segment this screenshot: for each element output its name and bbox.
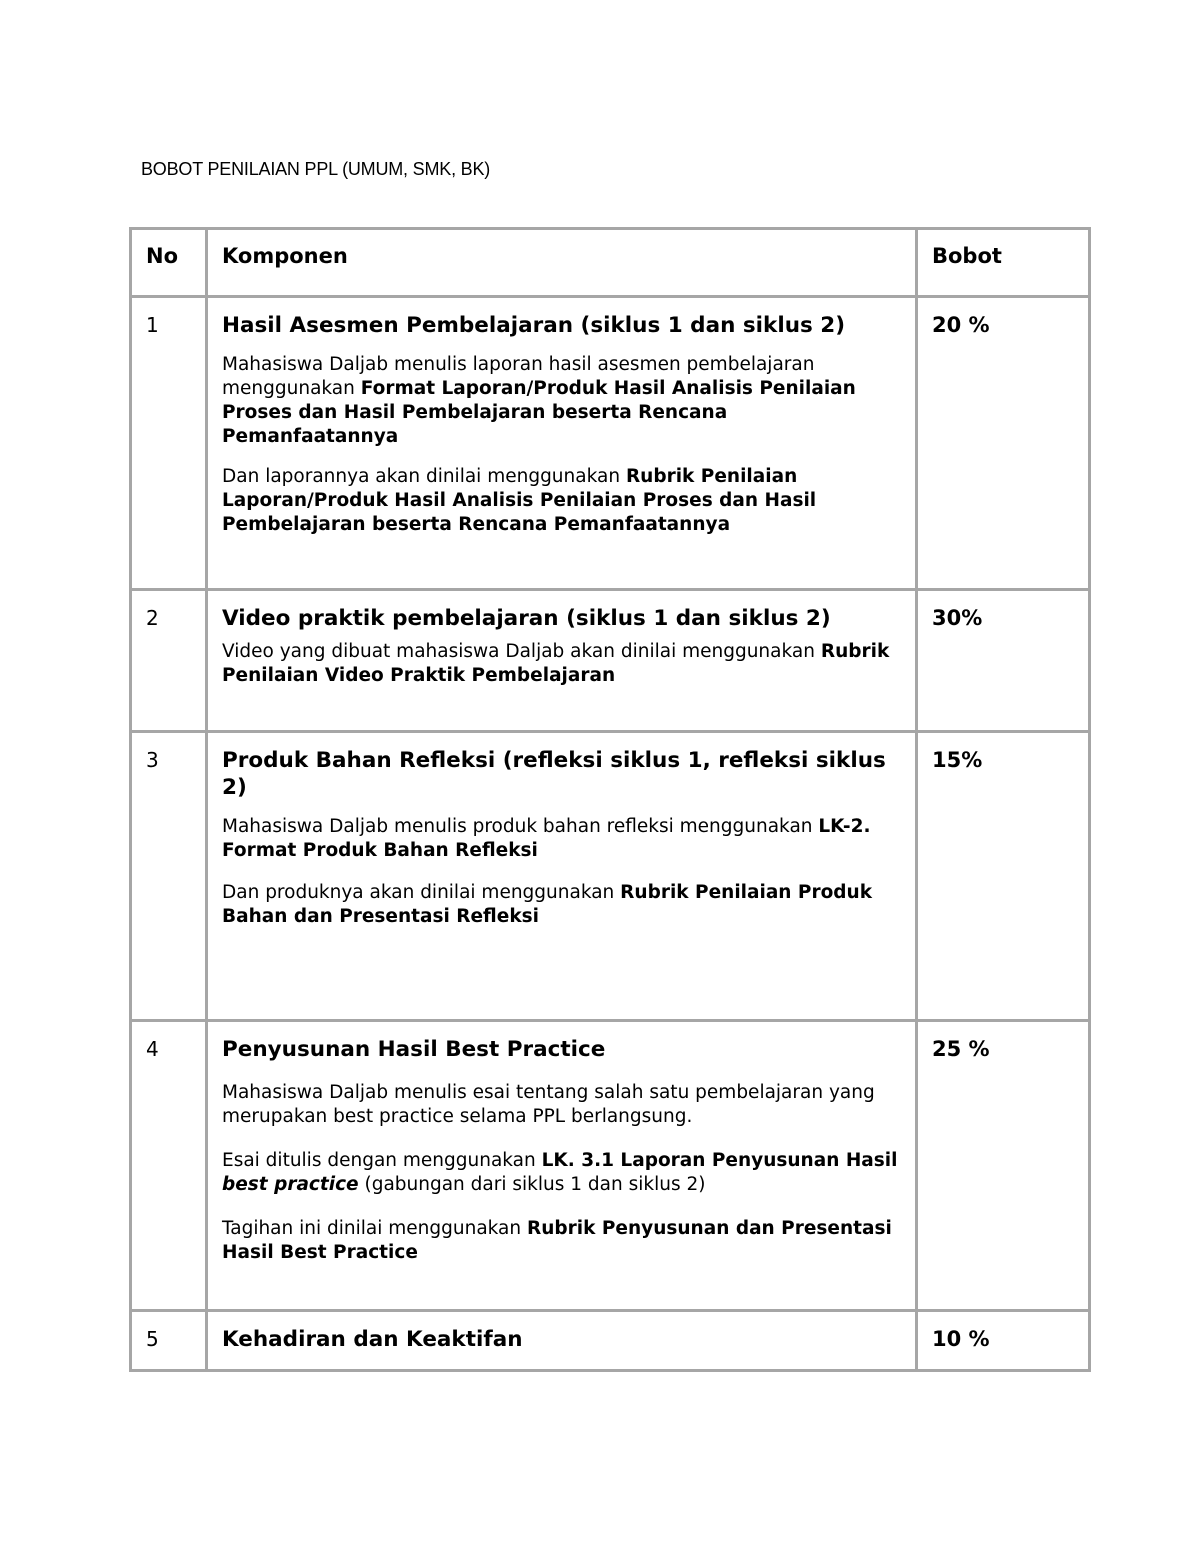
row-komponen-cell — [207, 1311, 917, 1371]
header-bobot-cell — [917, 229, 1090, 297]
component-description — [222, 1217, 901, 1265]
description-bold-text: Format Laporan/Produk Hasil Analisis Penilaian Proses dan Hasil Pembelajaran beserta Rencana Pemanfaatannya — [222, 378, 856, 447]
description-text: Video yang dibuat mahasiswa Daljab akan dinilai menggunakan — [222, 641, 821, 662]
description-text: (gabungan dari siklus 1 dan siklus 2) — [358, 1174, 706, 1195]
row-komponen-cell — [207, 297, 917, 590]
description-bold-italic-text: best practice — [222, 1174, 359, 1195]
row-bobot-cell — [917, 1311, 1090, 1371]
description-text: Mahasiswa Daljab menulis esai tentang salah satu pembelajaran yang merupakan best practice selama PPL berlangsung. — [222, 1082, 875, 1127]
description-bold-text: LK. 3.1 Laporan Penyusunan Hasil — [541, 1150, 898, 1171]
table-row — [131, 1021, 1090, 1311]
table-row — [131, 590, 1090, 732]
component-description — [222, 1081, 901, 1129]
row-number: 4 — [146, 1037, 159, 1061]
weights-table — [129, 227, 1091, 1372]
component-description — [222, 640, 901, 688]
description-text: Dan produknya akan dinilai menggunakan — [222, 882, 621, 903]
row-bobot-cell — [917, 590, 1090, 732]
row-bobot-cell — [917, 732, 1090, 1021]
row-bobot-cell — [917, 297, 1090, 590]
header-no: No — [146, 244, 179, 268]
row-number: 3 — [146, 748, 159, 772]
row-no-cell — [131, 732, 207, 1021]
header-komponen: Komponen — [222, 244, 348, 268]
description-bold-text: Rubrik Penilaian Produk Bahan dan Presentasi Refleksi — [222, 882, 873, 927]
component-description — [222, 815, 901, 863]
component-description — [222, 465, 901, 537]
component-description — [222, 1149, 901, 1197]
weight-value: 20 % — [932, 313, 990, 337]
document-title: BOBOT PENILAIAN PPL (UMUM, SMK, BK) — [141, 159, 491, 179]
component-title: Kehadiran dan Keaktifan — [222, 1327, 523, 1352]
header-bobot: Bobot — [932, 244, 1002, 268]
component-description — [222, 881, 901, 929]
description-text: Mahasiswa Daljab menulis produk bahan refleksi menggunakan — [222, 816, 819, 837]
description-text: Dan laporannya akan dinilai menggunakan — [222, 466, 626, 487]
description-text: Esai ditulis dengan menggunakan — [222, 1150, 542, 1171]
description-bold-text: Rubrik Penilaian Laporan/Produk Hasil Analisis Penilaian Proses dan Hasil Pembelajaran beserta Rencana Pemanfaatannya — [222, 466, 817, 535]
row-no-cell — [131, 1021, 207, 1311]
row-number: 5 — [146, 1327, 159, 1351]
description-text: Tagihan ini dinilai menggunakan — [222, 1218, 527, 1239]
weight-value: 10 % — [932, 1327, 990, 1351]
weight-value: 15% — [932, 748, 983, 772]
table-row — [131, 732, 1090, 1021]
row-number: 1 — [146, 313, 159, 337]
component-title: Penyusunan Hasil Best Practice — [222, 1037, 606, 1062]
component-description — [222, 353, 901, 449]
description-text: Mahasiswa Daljab menulis laporan hasil asesmen pembelajaran menggunakan — [222, 354, 815, 399]
row-komponen-cell — [207, 590, 917, 732]
component-title: Hasil Asesmen Pembelajaran (siklus 1 dan siklus 2) — [222, 313, 846, 338]
row-komponen-cell — [207, 1021, 917, 1311]
weight-value: 25 % — [932, 1037, 990, 1061]
row-no-cell — [131, 297, 207, 590]
table-header-row — [131, 229, 1090, 297]
description-bold-text: LK-2. Format Produk Bahan Refleksi — [222, 816, 871, 861]
description-bold-text: Rubrik Penilaian Video Praktik Pembelajaran — [222, 641, 890, 686]
row-komponen-cell — [207, 732, 917, 1021]
row-number: 2 — [146, 606, 159, 630]
row-no-cell — [131, 590, 207, 732]
description-bold-text: Rubrik Penyusunan dan Presentasi Hasil Best Practice — [222, 1218, 892, 1263]
row-bobot-cell — [917, 1021, 1090, 1311]
component-title: Produk Bahan Refleksi (refleksi siklus 1, refleksi siklus 2) — [222, 748, 886, 800]
weight-value: 30% — [932, 606, 983, 630]
table-row — [131, 1311, 1090, 1371]
header-komponen-cell — [207, 229, 917, 297]
table-row — [131, 297, 1090, 590]
header-no-cell — [131, 229, 207, 297]
component-title: Video praktik pembelajaran (siklus 1 dan siklus 2) — [222, 606, 831, 631]
row-no-cell — [131, 1311, 207, 1371]
